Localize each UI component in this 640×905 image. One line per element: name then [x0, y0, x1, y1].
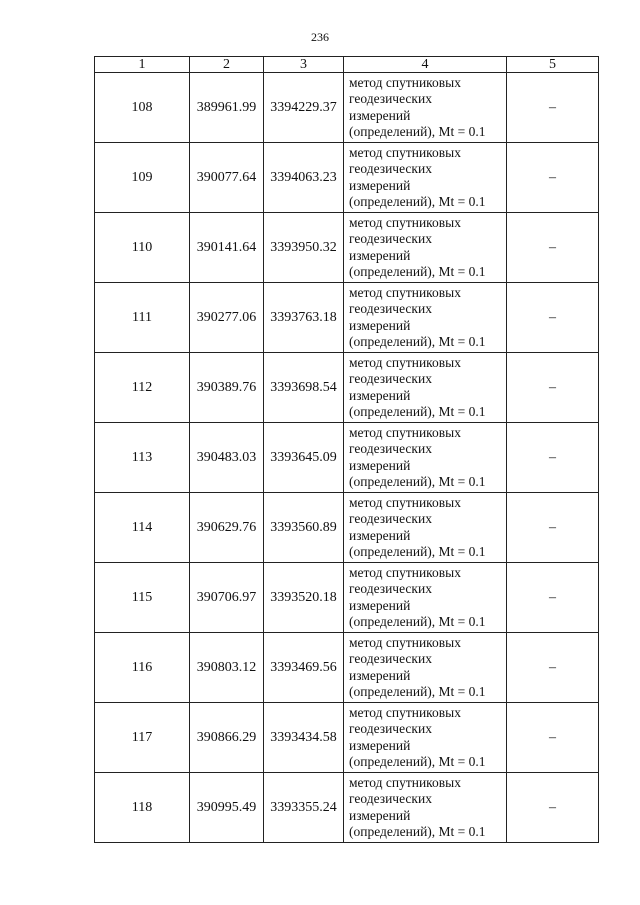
method-line: измерений — [349, 527, 411, 543]
point-number: 118 — [95, 773, 190, 843]
coord-x: 390277.06 — [190, 283, 264, 353]
note-dash: – — [507, 563, 599, 633]
method-line: (определений), Mt = 0.1 — [349, 194, 486, 209]
method-line: (определений), Mt = 0.1 — [349, 334, 486, 349]
method-line: измерений — [349, 107, 411, 123]
method-line: метод спутниковых — [349, 774, 461, 790]
coord-x: 390141.64 — [190, 213, 264, 283]
coord-x: 390995.49 — [190, 773, 264, 843]
table-row — [95, 73, 599, 143]
method-line: метод спутниковых — [349, 214, 461, 230]
table-body — [95, 73, 599, 843]
method-line: (определений), Mt = 0.1 — [349, 684, 486, 699]
note-dash: – — [507, 773, 599, 843]
method-line: метод спутниковых — [349, 74, 461, 90]
method-line: геодезических — [349, 651, 432, 666]
coord-y: 3394063.23 — [264, 143, 344, 213]
table-row — [95, 493, 599, 563]
method-line: измерений — [349, 737, 411, 753]
note-dash: – — [507, 213, 599, 283]
method-line: геодезических — [349, 511, 432, 526]
method-description — [344, 353, 507, 423]
method-line: (определений), Mt = 0.1 — [349, 404, 486, 419]
table-row — [95, 143, 599, 213]
header-col-3: 3 — [264, 57, 344, 73]
method-line: (определений), Mt = 0.1 — [349, 544, 486, 559]
table-row — [95, 633, 599, 703]
table-row — [95, 353, 599, 423]
method-line: метод спутниковых — [349, 634, 461, 650]
method-description — [344, 283, 507, 353]
method-line: геодезических — [349, 231, 432, 246]
page-number: 236 — [311, 30, 329, 44]
header-col-2: 2 — [190, 57, 264, 73]
method-description — [344, 493, 507, 563]
method-line: (определений), Mt = 0.1 — [349, 824, 486, 839]
method-line: геодезических — [349, 441, 432, 456]
coordinates-table — [94, 56, 599, 843]
method-line: метод спутниковых — [349, 354, 461, 370]
point-number: 117 — [95, 703, 190, 773]
coord-x: 390389.76 — [190, 353, 264, 423]
method-line: геодезических — [349, 371, 432, 386]
point-number: 115 — [95, 563, 190, 633]
note-dash: – — [507, 143, 599, 213]
note-dash: – — [507, 423, 599, 493]
coord-x: 390706.97 — [190, 563, 264, 633]
point-number: 112 — [95, 353, 190, 423]
note-dash: – — [507, 283, 599, 353]
method-line: геодезических — [349, 161, 432, 176]
header-col-4: 4 — [344, 57, 507, 73]
method-line: измерений — [349, 667, 411, 683]
coord-x: 390629.76 — [190, 493, 264, 563]
note-dash: – — [507, 353, 599, 423]
method-line: метод спутниковых — [349, 144, 461, 160]
method-line: измерений — [349, 387, 411, 403]
method-description — [344, 633, 507, 703]
method-line: геодезических — [349, 791, 432, 806]
point-number: 111 — [95, 283, 190, 353]
method-line: геодезических — [349, 91, 432, 106]
method-line: метод спутниковых — [349, 284, 461, 300]
method-line: измерений — [349, 317, 411, 333]
method-line: измерений — [349, 807, 411, 823]
method-line: метод спутниковых — [349, 494, 461, 510]
method-line: метод спутниковых — [349, 424, 461, 440]
table-row — [95, 423, 599, 493]
coord-y: 3394229.37 — [264, 73, 344, 143]
method-line: метод спутниковых — [349, 564, 461, 580]
point-number: 116 — [95, 633, 190, 703]
header-col-1: 1 — [95, 57, 190, 73]
note-dash: – — [507, 73, 599, 143]
method-description — [344, 703, 507, 773]
coord-y: 3393560.89 — [264, 493, 344, 563]
header-col-5: 5 — [507, 57, 599, 73]
method-line: измерений — [349, 597, 411, 613]
method-line: геодезических — [349, 581, 432, 596]
coord-y: 3393520.18 — [264, 563, 344, 633]
coord-x: 390803.12 — [190, 633, 264, 703]
method-line: (определений), Mt = 0.1 — [349, 474, 486, 489]
method-description — [344, 423, 507, 493]
coord-y: 3393469.56 — [264, 633, 344, 703]
method-line: геодезических — [349, 301, 432, 316]
method-description — [344, 143, 507, 213]
point-number: 110 — [95, 213, 190, 283]
method-line: (определений), Mt = 0.1 — [349, 264, 486, 279]
method-line: метод спутниковых — [349, 704, 461, 720]
coord-y: 3393645.09 — [264, 423, 344, 493]
note-dash: – — [507, 703, 599, 773]
method-description — [344, 213, 507, 283]
point-number: 113 — [95, 423, 190, 493]
point-number: 108 — [95, 73, 190, 143]
method-description — [344, 563, 507, 633]
header-row — [95, 57, 599, 73]
coord-x: 390077.64 — [190, 143, 264, 213]
note-dash: – — [507, 633, 599, 703]
method-line: (определений), Mt = 0.1 — [349, 754, 486, 769]
method-line: (определений), Mt = 0.1 — [349, 124, 486, 139]
coord-y: 3393355.24 — [264, 773, 344, 843]
method-line: измерений — [349, 247, 411, 263]
coord-x: 389961.99 — [190, 73, 264, 143]
coord-y: 3393434.58 — [264, 703, 344, 773]
point-number: 114 — [95, 493, 190, 563]
table-header — [95, 57, 599, 73]
table-row — [95, 563, 599, 633]
method-line: измерений — [349, 177, 411, 193]
method-description — [344, 773, 507, 843]
table-row — [95, 703, 599, 773]
table-row — [95, 283, 599, 353]
method-description — [344, 73, 507, 143]
note-dash: – — [507, 493, 599, 563]
coord-x: 390866.29 — [190, 703, 264, 773]
coord-y: 3393698.54 — [264, 353, 344, 423]
coord-y: 3393950.32 — [264, 213, 344, 283]
method-line: (определений), Mt = 0.1 — [349, 614, 486, 629]
method-line: измерений — [349, 457, 411, 473]
table-row — [95, 773, 599, 843]
table-row — [95, 213, 599, 283]
coord-y: 3393763.18 — [264, 283, 344, 353]
point-number: 109 — [95, 143, 190, 213]
coord-x: 390483.03 — [190, 423, 264, 493]
method-line: геодезических — [349, 721, 432, 736]
